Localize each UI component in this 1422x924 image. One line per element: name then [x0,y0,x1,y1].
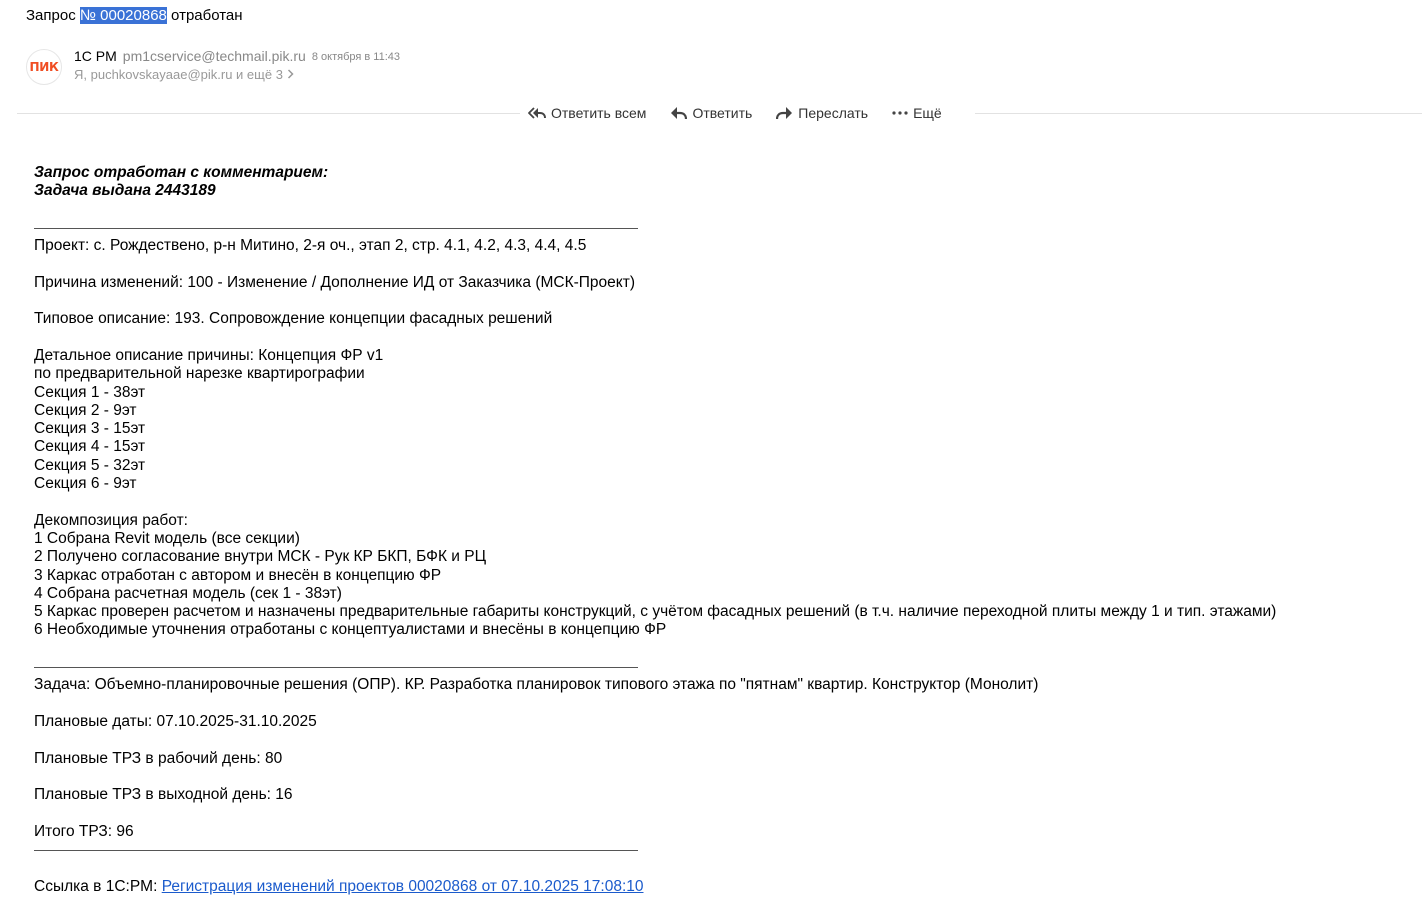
subject-suffix: отработан [166,7,243,24]
reason-line: Причина изменений: 100 - Изменение / Дополнение ИД от Заказчика (МСК-Проект) [34,273,636,291]
message-toolbar [528,101,942,125]
forward-icon [776,106,793,120]
trz-total-line: Итого ТРЗ: 96 [34,822,134,840]
detail-line: Детальное описание причины: Концепция ФР v1 [34,346,384,364]
sent-date: 8 октября в 11:43 [311,51,400,63]
detail-line: Секция 3 - 15эт [34,420,146,438]
planned-dates-line: Плановые даты: 07.10.2025-31.10.2025 [34,712,317,730]
reply-icon [670,106,687,120]
trz-workday-line: Плановые ТРЗ в рабочий день: 80 [34,749,283,767]
decomposition-line: 2 Получено согласование внутри МСК - Рук КР БКП, БФК и РЦ [34,548,487,566]
link-line [34,878,1404,896]
sender-email[interactable]: pm1cservice@techmail.pik.ru [122,48,306,64]
registration-link[interactable]: Регистрация изменений проектов 00020868 от 07.10.2025 17:08:10 [161,877,644,895]
reply-button[interactable] [670,105,752,121]
recipients-toggle[interactable] [74,66,294,84]
message-body [34,164,1404,896]
separator-line [34,658,1404,676]
decomposition-line: Декомпозиция работ: [34,511,188,529]
forward-button[interactable] [776,105,868,121]
body-heading-processed: Запрос отработан с комментарием: [34,164,329,181]
email-subject [26,6,243,26]
body-heading-task-issued: Задача выдана 2443189 [34,182,216,200]
subject-selected-number[interactable]: № 00020868 [79,7,167,24]
trz-weekend-line: Плановые ТРЗ в выходной день: 16 [34,786,293,804]
chevron-right-icon [287,66,294,84]
sender-avatar[interactable]: ПИК [26,49,62,85]
reply-all-label: Ответить всем [551,105,647,121]
decomposition-line: 4 Собрана расчетная модель (сек 1 - 38эт) [34,584,342,602]
separator-line [34,219,1404,237]
reply-all-button[interactable] [528,105,646,121]
task-line: Задача: Объемно-планировочные решения (ОПР). КР. Разработка планировок типового этажа по "пятнам" квартир. Конструктор (Монолит) [34,676,1039,694]
more-label: Ещё [913,105,942,121]
toolbar-divider-right [975,113,1422,114]
decomposition-line: 6 Необходимые уточнения отработаны с концептуалистами и внесёны в концепцию ФР [34,621,667,639]
more-dots-icon [892,110,908,116]
sender-line [74,47,400,67]
project-line: Проект: с. Рождествено, р-н Митино, 2-я оч., этап 2, стр. 4.1, 4.2, 4.3, 4.4, 4.5 [34,237,587,255]
reply-label: Ответить [692,105,753,121]
separator-line [34,841,1404,859]
more-button[interactable] [892,105,942,121]
recipients-list: Я, puchkovskayaae@pik.ru и ещё 3 [74,67,283,82]
detail-line: Секция 5 - 32эт [34,456,146,474]
sender-name[interactable]: 1С PM [74,48,117,64]
typical-description-line: Типовое описание: 193. Сопровождение концепции фасадных решений [34,310,553,328]
detail-line: Секция 6 - 9эт [34,475,137,493]
decomposition-line: 1 Собрана Revit модель (все секции) [34,529,300,547]
toolbar-divider-left [17,113,520,114]
detail-line: Секция 4 - 15эт [34,438,146,456]
decomposition-line: 5 Каркас проверен расчетом и назначены предварительные габариты конструкций, с учётом фасадных решений (в т.ч. наличие переходной плиты между 1 и тип. этажами) [34,603,1277,621]
decomposition-line: 3 Каркас отработан с автором и внесён в концепцию ФР [34,566,442,584]
link-label: Ссылка в 1С:PM: [34,877,162,895]
detail-line: Секция 1 - 38эт [34,383,146,401]
forward-label: Переслать [798,105,869,121]
detail-line: по предварительной нарезке квартирографии [34,365,365,383]
reply-all-icon [528,106,546,120]
detail-line: Секция 2 - 9эт [34,401,137,419]
subject-prefix: Запрос [26,7,80,24]
